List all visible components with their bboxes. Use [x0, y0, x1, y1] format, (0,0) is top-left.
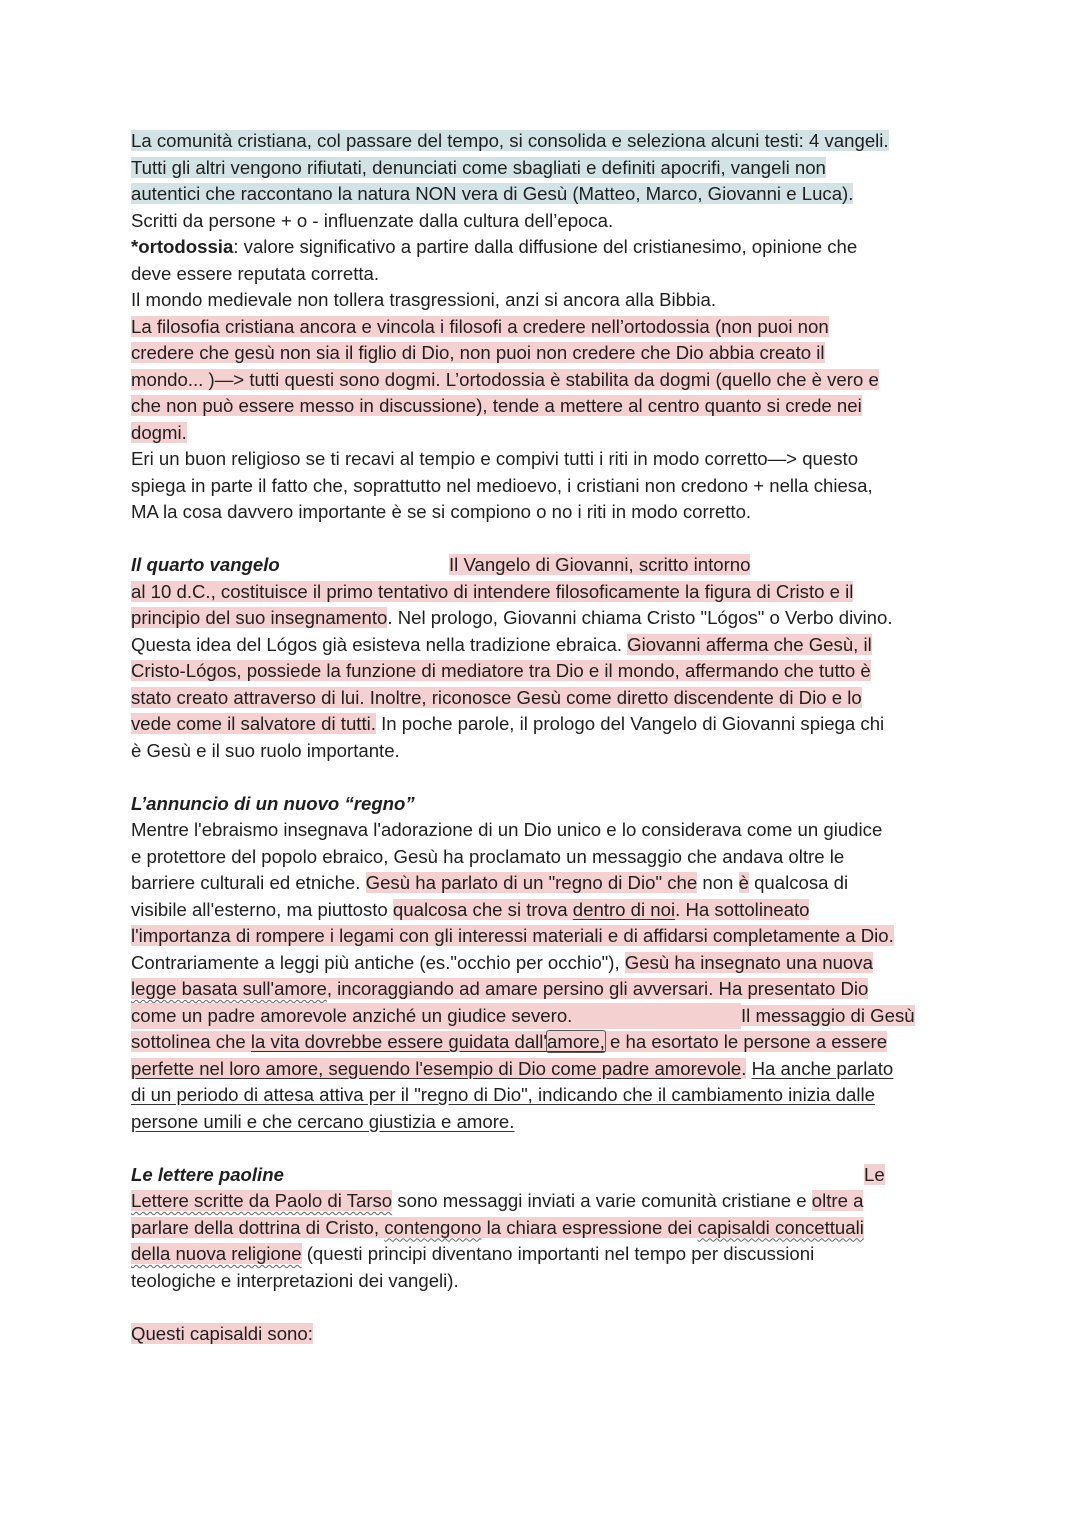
plain-text: . Nel prologo, Giovanni chiama Cristo "Lógos" o Verbo divino.: [387, 607, 893, 628]
plain-text: (questi principi diventano importanti nel tempo per discussioni: [301, 1243, 815, 1264]
underlined-text: legge basata sull'amore: [131, 978, 327, 999]
plain-text: non: [697, 872, 739, 893]
intro-line-2: [131, 155, 961, 182]
highlight-pink: Il messaggio di Gesù: [741, 1004, 915, 1026]
intro-line-12: [131, 420, 961, 447]
highlight-pink: Gesù ha insegnato una nuova: [624, 951, 873, 973]
highlight-pink: , incoraggiando ad amare persino gli avversari. Ha presentato Dio: [326, 978, 869, 999]
highlight-blue: autentici che raccontano la natura NON vera di Gesù (Matteo, Marco, Giovanni e Luca).: [131, 183, 854, 204]
intro-line-10: [131, 367, 961, 394]
intro-line-5: [131, 234, 961, 261]
underlined-text: Ha anche parlato: [751, 1057, 894, 1079]
spacer: [131, 1135, 961, 1162]
regno-line-6: [131, 950, 961, 977]
highlight-pink: qualcosa che si trova: [392, 898, 573, 920]
document-page: [131, 128, 961, 1347]
highlight-pink: Le: [864, 1163, 885, 1185]
intro-line-14: spiega in parte il fatto che, soprattutto nel medioevo, i cristiani non credono + nella chiesa,: [131, 474, 873, 496]
highlight-blue: La comunità cristiana, col passare del tempo, si consolida e seleziona alcuni testi: 4 vangeli.: [131, 130, 889, 151]
intro-line-13: Eri un buon religioso se ti recavi al tempio e compivi tutti i riti in modo corretto—> questo: [131, 448, 859, 469]
boxed-word: amore,: [546, 1031, 605, 1052]
spacer: [131, 526, 961, 553]
highlight-pink: al 10 d.C., costituisce il primo tentativo di intendere filosoficamente la figura di Cristo e il: [131, 580, 854, 602]
plain-text: In poche parole, il prologo del Vangelo di Giovanni spiega chi: [375, 713, 885, 734]
highlight-pink: la chiara espressione dei: [481, 1216, 698, 1238]
definition-text: : valore significativo a partire dalla diffusione del cristianesimo, opinione che: [233, 236, 858, 257]
intro-line-9: [131, 340, 961, 367]
underlined-text: dentro di noi: [572, 898, 676, 920]
underlined-text: Lettere scritte da Paolo di Tarso: [131, 1190, 393, 1211]
highlight-pink: Gesù ha parlato di un "regno di Dio" che: [365, 872, 698, 893]
underlined-text: capisaldi concettuali: [697, 1216, 864, 1238]
regno-line-7: [131, 976, 961, 1003]
highlight-pink: Questi capisaldi sono:: [131, 1322, 313, 1344]
paoline-line-4: [131, 1241, 961, 1268]
regno-line-11: di un periodo di attesa attiva per il "regno di Dio", indicando che il cambiamento inizia dalle: [131, 1084, 875, 1105]
intro-line-6: deve essere reputata corretta.: [131, 262, 380, 284]
underlined-text: della nuova religione: [131, 1243, 302, 1264]
underlined-text: perfette nel loro amore, seguendo l'esempio di Dio come padre amorevole: [131, 1057, 742, 1079]
quarto-line-2: [131, 579, 961, 606]
regno-line-9: [131, 1029, 961, 1056]
intro-line-15: MA la cosa davvero importante è se si compiono o no i riti in modo corretto.: [131, 501, 752, 522]
paoline-line-2: [131, 1188, 961, 1215]
regno-line-1: Mentre l'ebraismo insegnava l'adorazione di un Dio unico e lo considerava come un giudice: [131, 819, 883, 840]
spacer: [131, 764, 961, 791]
quarto-line-8: è Gesù e il suo ruolo importante.: [131, 739, 400, 761]
plain-text: Questa idea del Lógos già esisteva nella tradizione ebraica.: [131, 633, 628, 655]
highlight-pink: l'importanza di rompere i legami con gli interessi materiali e di affidarsi completamente a Dio.: [131, 925, 894, 946]
highlight-pink: che non può essere messo in discussione), tende a mettere al centro quanto si crede nei: [131, 395, 862, 416]
quarto-line-7: [131, 711, 961, 738]
intro-line-1: [131, 128, 961, 155]
highlight-pink: vede come il salvatore di tutti.: [131, 713, 376, 734]
regno-line-5: [131, 923, 961, 950]
paoline-line-5: teologiche e interpretazioni dei vangeli).: [131, 1269, 459, 1291]
plain-text: visibile all'esterno, ma piuttosto: [131, 898, 393, 920]
intro-line-4: Scritti da persone + o - influenzate dalla cultura dell’epoca.: [131, 209, 614, 231]
final-line: [131, 1321, 961, 1348]
highlight-pink: Cristo-Lógos, possiede la funzione di mediatore tra Dio e il mondo, affermando che tutto è: [131, 660, 871, 681]
intro-line-3: [131, 181, 961, 208]
highlight-pink: sottolinea che: [131, 1031, 251, 1052]
highlight-pink: . Ha sottolineato: [675, 898, 810, 920]
spacer: [131, 1294, 961, 1321]
highlight-pink: credere che gesù non sia il figlio di Dio, non puoi non credere che Dio abbia creato il: [131, 342, 825, 363]
regno-line-8: [131, 1003, 961, 1030]
quarto-line-3: [131, 605, 961, 632]
regno-line-3: [131, 870, 961, 897]
term-ortodossia: ortodossia: [138, 236, 234, 257]
asterisk: *: [131, 236, 139, 257]
underlined-text: contengono: [384, 1216, 482, 1238]
regno-line-4: [131, 897, 961, 924]
regno-line-12: persone umili e che cercano giustizia e amore.: [131, 1110, 515, 1132]
regno-line-10: [131, 1056, 961, 1083]
section-heading-lettere-paoline: Le lettere paoline: [131, 1163, 284, 1185]
section-heading-quarto-vangelo: Il quarto vangelo: [131, 554, 280, 575]
highlight-pink: principio del suo insegnamento: [131, 607, 388, 628]
underlined-text: la vita dovrebbe essere guidata dall': [250, 1031, 547, 1052]
highlight-pink: stato creato attraverso di lui. Inoltre, riconosce Gesù come diretto discendente di Dio e lo: [131, 686, 862, 708]
highlight-pink: .: [741, 1057, 747, 1079]
section-heading-nuovo-regno: L’annuncio di un nuovo “regno”: [131, 792, 415, 814]
plain-text: sono messaggi inviati a varie comunità cristiane e: [392, 1190, 812, 1211]
paoline-line-3: [131, 1215, 961, 1242]
highlight-pink: dogmi.: [131, 421, 187, 443]
paoline-line-1: [131, 1162, 961, 1189]
intro-line-8: [131, 314, 961, 341]
highlight-pink: La filosofia cristiana ancora e vincola i filosofi a credere nell’ortodossia (non puoi non: [131, 315, 829, 337]
highlight-pink: Il Vangelo di Giovanni, scritto intorno: [449, 554, 751, 575]
highlight-blue: Tutti gli altri vengono rifiutati, denunciati come sbagliati e definiti apocrifi, vangeli non: [131, 156, 826, 178]
plain-text: Contrariamente a leggi più antiche (es."occhio per occhio"),: [131, 951, 625, 973]
quarto-line-1: [131, 552, 961, 579]
plain-text: barriere culturali ed etniche.: [131, 872, 366, 893]
quarto-line-5: [131, 658, 961, 685]
highlight-pink: oltre a: [811, 1190, 864, 1211]
quarto-line-4: [131, 632, 961, 659]
regno-line-2: e protettore del popolo ebraico, Gesù ha proclamato un messaggio che andava oltre le: [131, 845, 845, 867]
quarto-line-6: [131, 685, 961, 712]
plain-text: qualcosa di: [748, 872, 849, 893]
highlight-pink: mondo... )—> tutti questi sono dogmi. L’ortodossia è stabilita da dogmi (quello che è vero e: [131, 368, 879, 390]
highlight-pink: come un padre amorevole anziché un giudice severo.: [131, 1003, 741, 1030]
highlight-pink: parlare della dottrina di Cristo,: [131, 1216, 385, 1238]
highlight-pink: e ha esortato le persone a essere: [604, 1031, 888, 1052]
highlight-pink: è: [738, 872, 749, 893]
intro-line-7: Il mondo medievale non tollera trasgressioni, anzi si ancora alla Bibbia.: [131, 289, 716, 310]
intro-line-11: [131, 393, 961, 420]
highlight-pink: Giovanni afferma che Gesù, il: [627, 633, 872, 655]
